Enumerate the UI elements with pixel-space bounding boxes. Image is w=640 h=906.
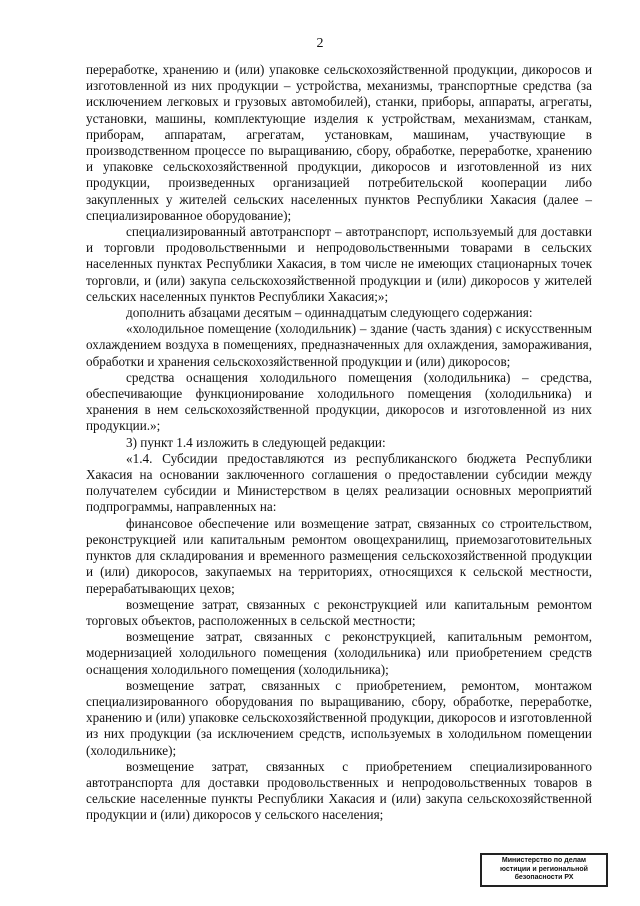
paragraph: «холодильное помещение (холодильник) – здание (часть здания) с искусственным охлаждением воздуха в помещениях, предназначенных для охлаждения, замораживания, обработки и хранения сельскохозяйственной продукции и (или) дикоросов; [86, 321, 592, 369]
paragraph: возмещение затрат, связанных с приобретением, ремонтом, монтажом специализированного оборудования по выращиванию, сбору, обработке, переработке, хранению и (или) упаковке сельскохозяйственной продукции, дикоросов и изготовленной из них продукции (за исключением средств, используемых в холодильном помещении (холодильнике); [86, 677, 592, 758]
paragraph: возмещение затрат, связанных с приобретением специализированного автотранспорта для доставки продовольственных и непродовольственных товаров в сельские населенные пункты Республики Хакасия и (или) закупа сельскохозяйственной продукции и (или) дикоросов у сельского населения; [86, 758, 592, 823]
paragraph: средства оснащения холодильного помещения (холодильника) – средства, обеспечивающие функционирование холодильного помещения (холодильника) и хранения в нем сельскохозяйственной продукции, дикоросов и изготовленной из них продукции.»; [86, 369, 592, 434]
stamp-line: юстиции и региональной [500, 865, 588, 873]
paragraph: «1.4. Субсидии предоставляются из республиканского бюджета Республики Хакасия на основании заключенного соглашения о предоставлении субсидии между получателем субсидии и Министерством в целях реализации основных мероприятий подпрограммы, направленных на: [86, 450, 592, 515]
paragraph: возмещение затрат, связанных с реконструкцией, капитальным ремонтом, модернизацией холодильного помещения (холодильника) или приобретением средств оснащения холодильного помещения (холодильника); [86, 629, 592, 677]
paragraph: финансовое обеспечение или возмещение затрат, связанных со строительством, реконструкцией или капитальным ремонтом овощехранилищ, приемозаготовительных пунктов для складирования и временного размещения сельскохозяйственной продукции и (или) дикоросов, закупаемых на территориях, относящихся к сельской местности, перерабатывающих цехов; [86, 515, 592, 596]
stamp-line: безопасности РХ [514, 874, 574, 881]
paragraph: специализированный автотранспорт – автотранспорт, используемый для доставки и торговли продовольственными и непродовольственными товарами в сельских населенных пунктах Республики Хакасия, в том числе не имеющих стационарных точек торговли, и (или) закупа сельскохозяйственной продукции и (или) дикоросов у жителей сельских населенных пунктов Республики Хакасия;»; [86, 224, 592, 304]
document-body [86, 62, 592, 824]
paragraph: переработке, хранению и (или) упаковке сельскохозяйственной продукции, дикоросов и изготовленной из них продукции – устройства, механизмы, транспортные средства (за исключением легковых и грузовых автомобилей), станки, приборы, аппараты, агрегаты, установки, машины, комплектующие изделия к устройствам, механизмам, станкам, приборам, аппаратам, агрегатам, установкам, машинам, участвующие в производственном процессе по выращиванию, сбору, обработке, переработке, хранению и упаковке сельскохозяйственной продукции, дикоросов и изготовленной из них продукции, произведенных организацией потребительской кооперации либо закупленных у жителей сельских населенных пунктов Республики Хакасия (далее – специализированное оборудование); [86, 62, 592, 223]
ministry-stamp [480, 853, 608, 887]
page-number: 2 [316, 36, 324, 51]
stamp-line: Министерство по делам [501, 857, 587, 864]
paragraph: 3) пункт 1.4 изложить в следующей редакции: [126, 434, 386, 450]
paragraph: дополнить абзацами десятым – одиннадцатым следующего содержания: [126, 305, 533, 321]
paragraph: возмещение затрат, связанных с реконструкцией или капитальным ремонтом торговых объектов, расположенных в сельской местности; [86, 596, 592, 628]
